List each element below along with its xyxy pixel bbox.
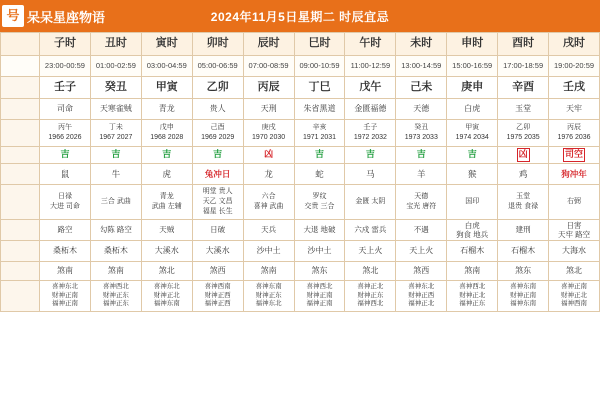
cell-caishen: 喜神东北 财神正西 福神正北	[396, 281, 447, 312]
cell-jixiong: 凶	[243, 147, 294, 164]
cell-hour-range: 11:00-12:59	[345, 56, 396, 77]
cell-jixiong: 凶	[498, 147, 549, 164]
cell-nayin: 大溪水	[141, 241, 192, 262]
cell-fangwei: 煞南	[40, 262, 91, 281]
cell-hour-name: 丑时	[90, 33, 141, 56]
cell-nayin: 大海水	[549, 241, 600, 262]
cell-years: 癸丑 1973 2033	[396, 120, 447, 147]
cell-hour-range: 13:00-14:59	[396, 56, 447, 77]
cell-jixiong: 吉	[294, 147, 345, 164]
cell-ganzhi: 戊午	[345, 77, 396, 99]
page-title: 2024年11月5日星期二 时辰宜忌	[210, 9, 390, 24]
cell-hour-name: 戌时	[549, 33, 600, 56]
cell-shen: 天刑	[243, 99, 294, 120]
row-label-cell	[1, 220, 40, 241]
cell-caishen: 喜神正北 财神正东 福神西北	[345, 281, 396, 312]
cell-shen: 青龙	[141, 99, 192, 120]
cell-shen: 玉堂	[498, 99, 549, 120]
cell-caishen: 喜神西北 财神正北 福神正东	[447, 281, 498, 312]
cell-shensha: 玉堂 退贵 食禄	[498, 185, 549, 220]
cell-shensha: 天德 宝光 唐符	[396, 185, 447, 220]
cell-ganzhi: 丁巳	[294, 77, 345, 99]
cell-shen: 天寒雀贼	[90, 99, 141, 120]
cell-nayin: 桑柘木	[90, 241, 141, 262]
row-shen	[1, 99, 600, 120]
cell-years: 戊申 1968 2028	[141, 120, 192, 147]
cell-jixiong: 吉	[90, 147, 141, 164]
cell-shen: 白虎	[447, 99, 498, 120]
cell-jixiong: 吉	[447, 147, 498, 164]
row-label-cell	[1, 99, 40, 120]
cell-shensha-secondary: 路空	[40, 220, 91, 241]
cell-fangwei: 煞南	[243, 262, 294, 281]
row-label-cell	[1, 185, 40, 220]
row-jixiong	[1, 147, 600, 164]
cell-caishen: 喜神西北 财神正南 福神正南	[294, 281, 345, 312]
cell-chong: 龙	[243, 164, 294, 185]
cell-shensha-secondary: 天兵	[243, 220, 294, 241]
cell-ganzhi: 甲寅	[141, 77, 192, 99]
cell-shensha: 日禄 大进 司命	[40, 185, 91, 220]
cell-caishen: 喜神东南 财神正东 福神东北	[243, 281, 294, 312]
cell-nayin: 沙中土	[243, 241, 294, 262]
cell-fangwei: 煞西	[192, 262, 243, 281]
cell-hour-name: 卯时	[192, 33, 243, 56]
cell-hour-name: 申时	[447, 33, 498, 56]
cell-fangwei: 煞南	[447, 262, 498, 281]
row-shensha-secondary	[1, 220, 600, 241]
cell-caishen: 喜神西南 财神正西 福神正西	[192, 281, 243, 312]
cell-caishen: 喜神东北 财神正南 福神正南	[40, 281, 91, 312]
cell-nayin: 大溪水	[192, 241, 243, 262]
cell-chong: 鼠	[40, 164, 91, 185]
cell-shensha-secondary: 日破	[192, 220, 243, 241]
cell-fangwei: 煞西	[396, 262, 447, 281]
cell-years: 壬子 1972 2032	[345, 120, 396, 147]
cell-shensha-secondary: 天贼	[141, 220, 192, 241]
row-fangwei	[1, 262, 600, 281]
cell-years: 丙午 1966 2026	[40, 120, 91, 147]
cell-hour-range: 01:00-02:59	[90, 56, 141, 77]
cell-shensha-secondary: 建刑	[498, 220, 549, 241]
cell-caishen: 喜神东南 财神正南 福神东南	[498, 281, 549, 312]
cell-years: 丁未 1967 2027	[90, 120, 141, 147]
cell-hour-range: 23:00-00:59	[40, 56, 91, 77]
row-label-cell	[1, 147, 40, 164]
cell-hour-range: 15:00-16:59	[447, 56, 498, 77]
brand-name: 呆呆星座物语	[27, 9, 106, 25]
row-chong	[1, 164, 600, 185]
cell-chong: 牛	[90, 164, 141, 185]
row-hour-names	[1, 33, 600, 56]
brand-block	[0, 5, 105, 27]
row-label-cell	[1, 164, 40, 185]
cell-years: 辛亥 1971 2031	[294, 120, 345, 147]
cell-shen: 天德	[396, 99, 447, 120]
cell-shensha-secondary: 日害 天牢 路空	[549, 220, 600, 241]
cell-jixiong: 吉	[345, 147, 396, 164]
cell-caishen: 喜神西北 财神正东 福神正东	[90, 281, 141, 312]
cell-ganzhi: 庚申	[447, 77, 498, 99]
cell-shensha-secondary: 六戍 雷兵	[345, 220, 396, 241]
cell-fangwei: 煞东	[294, 262, 345, 281]
cell-hour-range: 03:00-04:59	[141, 56, 192, 77]
cell-shen: 司命	[40, 99, 91, 120]
page-header	[0, 0, 600, 32]
row-nayin	[1, 241, 600, 262]
cell-hour-name: 子时	[40, 33, 91, 56]
cell-shensha-secondary: 不遇	[396, 220, 447, 241]
cell-nayin: 天上火	[396, 241, 447, 262]
cell-hour-name: 寅时	[141, 33, 192, 56]
cell-hour-name: 酉时	[498, 33, 549, 56]
cell-years: 甲寅 1974 2034	[447, 120, 498, 147]
cell-hour-range: 05:00-06:59	[192, 56, 243, 77]
cell-shensha: 三合 武曲	[90, 185, 141, 220]
cell-chong: 鸡	[498, 164, 549, 185]
cell-jixiong: 吉	[40, 147, 91, 164]
cell-nayin: 桑柘木	[40, 241, 91, 262]
cell-shensha: 金匮 太阴	[345, 185, 396, 220]
cell-fangwei: 煞北	[549, 262, 600, 281]
cell-nayin: 天上火	[345, 241, 396, 262]
cell-fangwei: 煞北	[345, 262, 396, 281]
cell-shen: 朱省黑道	[294, 99, 345, 120]
cell-jixiong: 吉	[396, 147, 447, 164]
cell-chong: 兔冲日	[192, 164, 243, 185]
logo-icon: 号	[2, 5, 24, 27]
cell-jixiong: 吉	[141, 147, 192, 164]
cell-nayin: 沙中土	[294, 241, 345, 262]
cell-ganzhi: 辛酉	[498, 77, 549, 99]
cell-shensha: 明堂 贵人 天乙 文昌 福星 长生	[192, 185, 243, 220]
cell-shensha: 国印	[447, 185, 498, 220]
cell-ganzhi: 己未	[396, 77, 447, 99]
cell-shensha: 青龙 武曲 左辅	[141, 185, 192, 220]
row-caishen	[1, 281, 600, 312]
cell-years: 乙卯 1975 2035	[498, 120, 549, 147]
cell-hour-range: 17:00-18:59	[498, 56, 549, 77]
cell-hour-range: 19:00-20:59	[549, 56, 600, 77]
cell-hour-range: 09:00-10:59	[294, 56, 345, 77]
cell-shensha-secondary: 白虎 狗食 地兵	[447, 220, 498, 241]
row-years	[1, 120, 600, 147]
cell-hour-name: 辰时	[243, 33, 294, 56]
cell-shensha-secondary: 勾陈 路空	[90, 220, 141, 241]
cell-chong: 羊	[396, 164, 447, 185]
cell-nayin: 石榴木	[498, 241, 549, 262]
cell-hour-name: 未时	[396, 33, 447, 56]
row-label-cell	[1, 262, 40, 281]
row-label-cell	[1, 77, 40, 99]
cell-hour-name: 巳时	[294, 33, 345, 56]
cell-chong: 狗冲年	[549, 164, 600, 185]
cell-shen: 贵人	[192, 99, 243, 120]
row-ganzhi	[1, 77, 600, 99]
cell-shen: 天牢	[549, 99, 600, 120]
row-hour-ranges	[1, 56, 600, 77]
cell-ganzhi: 壬子	[40, 77, 91, 99]
cell-caishen: 喜神正南 财神正北 福神西南	[549, 281, 600, 312]
cell-ganzhi: 乙卯	[192, 77, 243, 99]
cell-shensha: 罗纹 交贵 三合	[294, 185, 345, 220]
row-label-cell	[1, 281, 40, 312]
cell-hour-range: 07:00-08:59	[243, 56, 294, 77]
row-label-cell	[1, 120, 40, 147]
table-body	[1, 33, 600, 312]
cell-chong: 虎	[141, 164, 192, 185]
cell-shensha-secondary: 大退 地破	[294, 220, 345, 241]
cell-hour-name: 午时	[345, 33, 396, 56]
cell-ganzhi: 壬戌	[549, 77, 600, 99]
cell-jixiong: 吉	[192, 147, 243, 164]
hour-fortune-table	[0, 32, 600, 312]
cell-ganzhi: 丙辰	[243, 77, 294, 99]
cell-chong: 蛇	[294, 164, 345, 185]
cell-shensha: 六合 喜神 武曲	[243, 185, 294, 220]
cell-chong: 马	[345, 164, 396, 185]
row-label-cell	[1, 33, 40, 56]
row-shensha	[1, 185, 600, 220]
cell-shensha: 右弼	[549, 185, 600, 220]
cell-chong: 猴	[447, 164, 498, 185]
cell-years: 庚戌 1970 2030	[243, 120, 294, 147]
cell-fangwei: 煞南	[90, 262, 141, 281]
row-label-cell	[1, 56, 40, 77]
cell-shen: 金匮福德	[345, 99, 396, 120]
cell-years: 己酉 1969 2029	[192, 120, 243, 147]
cell-nayin: 石榴木	[447, 241, 498, 262]
row-label-cell	[1, 241, 40, 262]
cell-jixiong: 司空	[549, 147, 600, 164]
cell-fangwei: 煞东	[498, 262, 549, 281]
cell-fangwei: 煞北	[141, 262, 192, 281]
cell-caishen: 喜神东北 财神正北 福神东南	[141, 281, 192, 312]
cell-years: 丙辰 1976 2036	[549, 120, 600, 147]
cell-ganzhi: 癸丑	[90, 77, 141, 99]
